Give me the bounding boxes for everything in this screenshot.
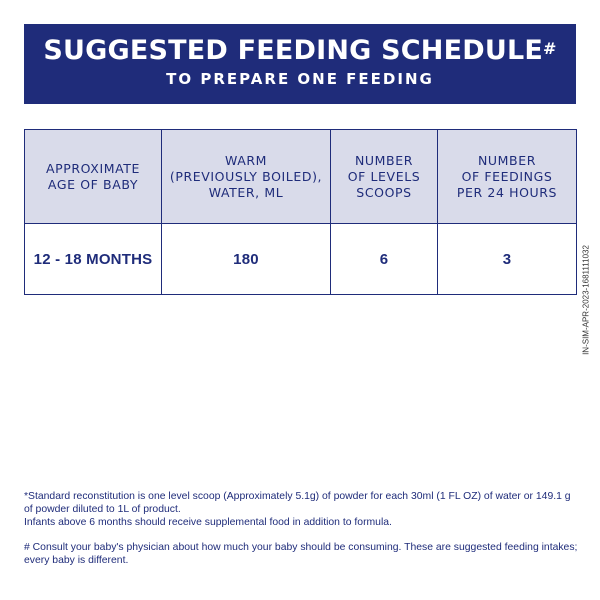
footnote-infants: Infants above 6 months should receive supplemental food in addition to formula. (24, 517, 392, 528)
footnotes (24, 490, 580, 567)
cell-age: 12 - 18 MONTHS (25, 224, 162, 295)
banner-title (24, 35, 576, 67)
cell-scoops: 6 (331, 224, 438, 295)
header-water: WARM (PREVIOUSLY BOILED), WATER, ML (162, 130, 331, 224)
header-age: APPROXIMATE AGE OF BABY (25, 130, 162, 224)
banner-subtitle: TO PREPARE ONE FEEDING (166, 70, 434, 88)
title-footnote-mark: # (543, 39, 557, 58)
banner-title-text: SUGGESTED FEEDING SCHEDULE (43, 35, 544, 66)
footnote-consult: # Consult your baby's physician about how much your baby should be consuming. These are suggested feeding intakes; every baby is different. (24, 542, 578, 566)
table-row (25, 224, 577, 295)
cell-feedings: 3 (438, 224, 577, 295)
cell-water: 180 (162, 224, 331, 295)
header-scoops: NUMBER OF LEVELS SCOOPS (331, 130, 438, 224)
side-reference-code: IN-SIM-APR-2023-1681111032 (581, 245, 591, 355)
schedule-banner (24, 24, 576, 104)
table-header-row (25, 130, 577, 224)
header-feedings: NUMBER OF FEEDINGS PER 24 HOURS (438, 130, 577, 224)
footnote-standard: *Standard reconstitution is one level scoop (Approximately 5.1g) of powder for each 30ml (1 FL OZ) of water or 149.1 g of powder diluted to 1L of product. (24, 491, 571, 515)
feeding-schedule-table (24, 129, 577, 295)
